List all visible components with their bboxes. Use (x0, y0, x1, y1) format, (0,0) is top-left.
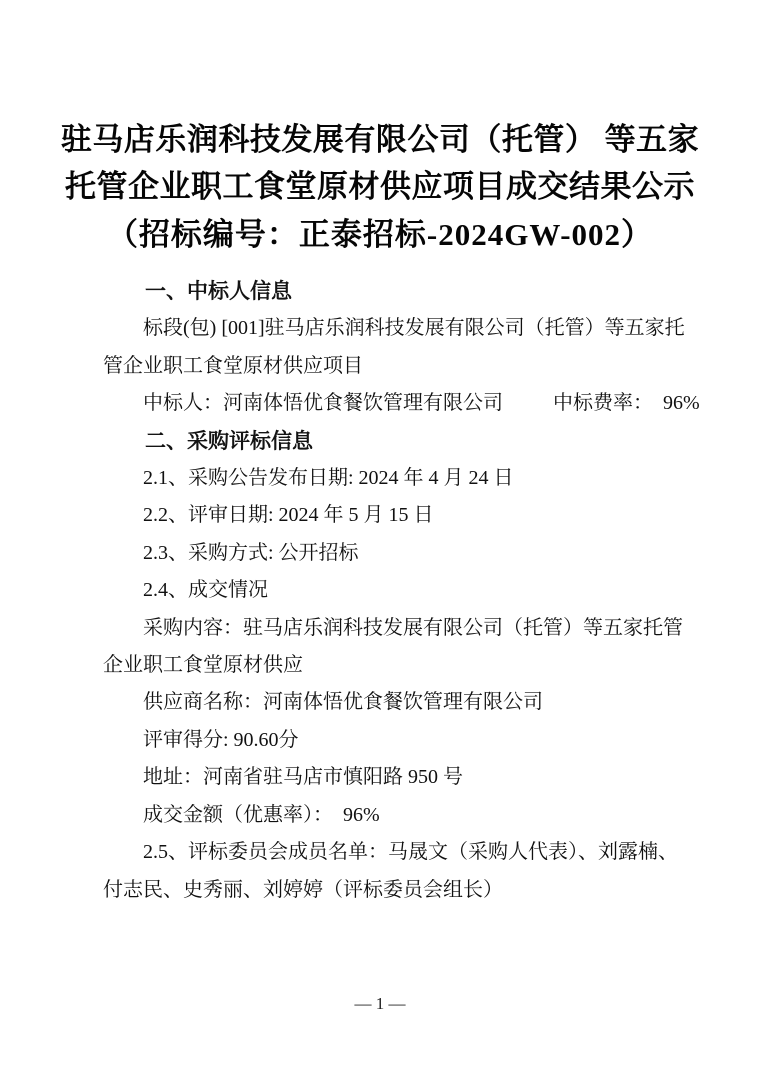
title-line-1: 驻马店乐润科技发展有限公司（托管） 等五家 (60, 122, 700, 157)
page-number: — 1 — (354, 994, 406, 1013)
deal-status-line: 2.4、成交情况 (143, 579, 268, 602)
title-bid-number: （招标编号：正泰招标-2024GW-002） (106, 217, 654, 252)
title-line-2: 托管企业职工食堂原材供应项目成交结果公示 (65, 169, 695, 204)
document-body (103, 273, 700, 909)
section2-heading: 二、采购评标信息 (145, 429, 313, 453)
winner-and-rate-line: 中标人：河南体悟优食餐饮管理有限公司 中标费率： 96% (143, 392, 700, 415)
committee-members-line-2: 付志民、史秀丽、刘婷婷（评标委员会组长） (103, 878, 503, 901)
procurement-content-line-1: 采购内容：驻马店乐润科技发展有限公司（托管）等五家托管 (143, 616, 683, 639)
review-score-line: 评审得分: 90.60分 (143, 728, 299, 751)
procurement-method-line: 2.3、采购方式: 公开招标 (143, 541, 359, 564)
lot-info-line-2: 管企业职工食堂原材供应项目 (103, 354, 363, 377)
lot-info-line-1: 标段(包) [001]驻马店乐润科技发展有限公司（托管）等五家托 (143, 317, 685, 340)
announcement-date-line: 2.1、采购公告发布日期: 2024 年 4 月 24 日 (143, 467, 514, 490)
procurement-content-line-2: 企业职工食堂原材供应 (103, 654, 303, 677)
supplier-name-line: 供应商名称：河南体悟优食餐饮管理有限公司 (143, 691, 543, 714)
review-date-line: 2.2、评审日期: 2024 年 5 月 15 日 (143, 504, 434, 527)
document-title (55, 116, 705, 258)
deal-amount-line: 成交金额（优惠率）： 96% (143, 803, 380, 826)
committee-members-line-1: 2.5、评标委员会成员名单：马晟文（采购人代表）、刘露楠、 (143, 841, 678, 864)
section1-heading: 一、中标人信息 (145, 280, 292, 303)
address-line: 地址：河南省驻马店市慎阳路 950 号 (143, 766, 463, 789)
